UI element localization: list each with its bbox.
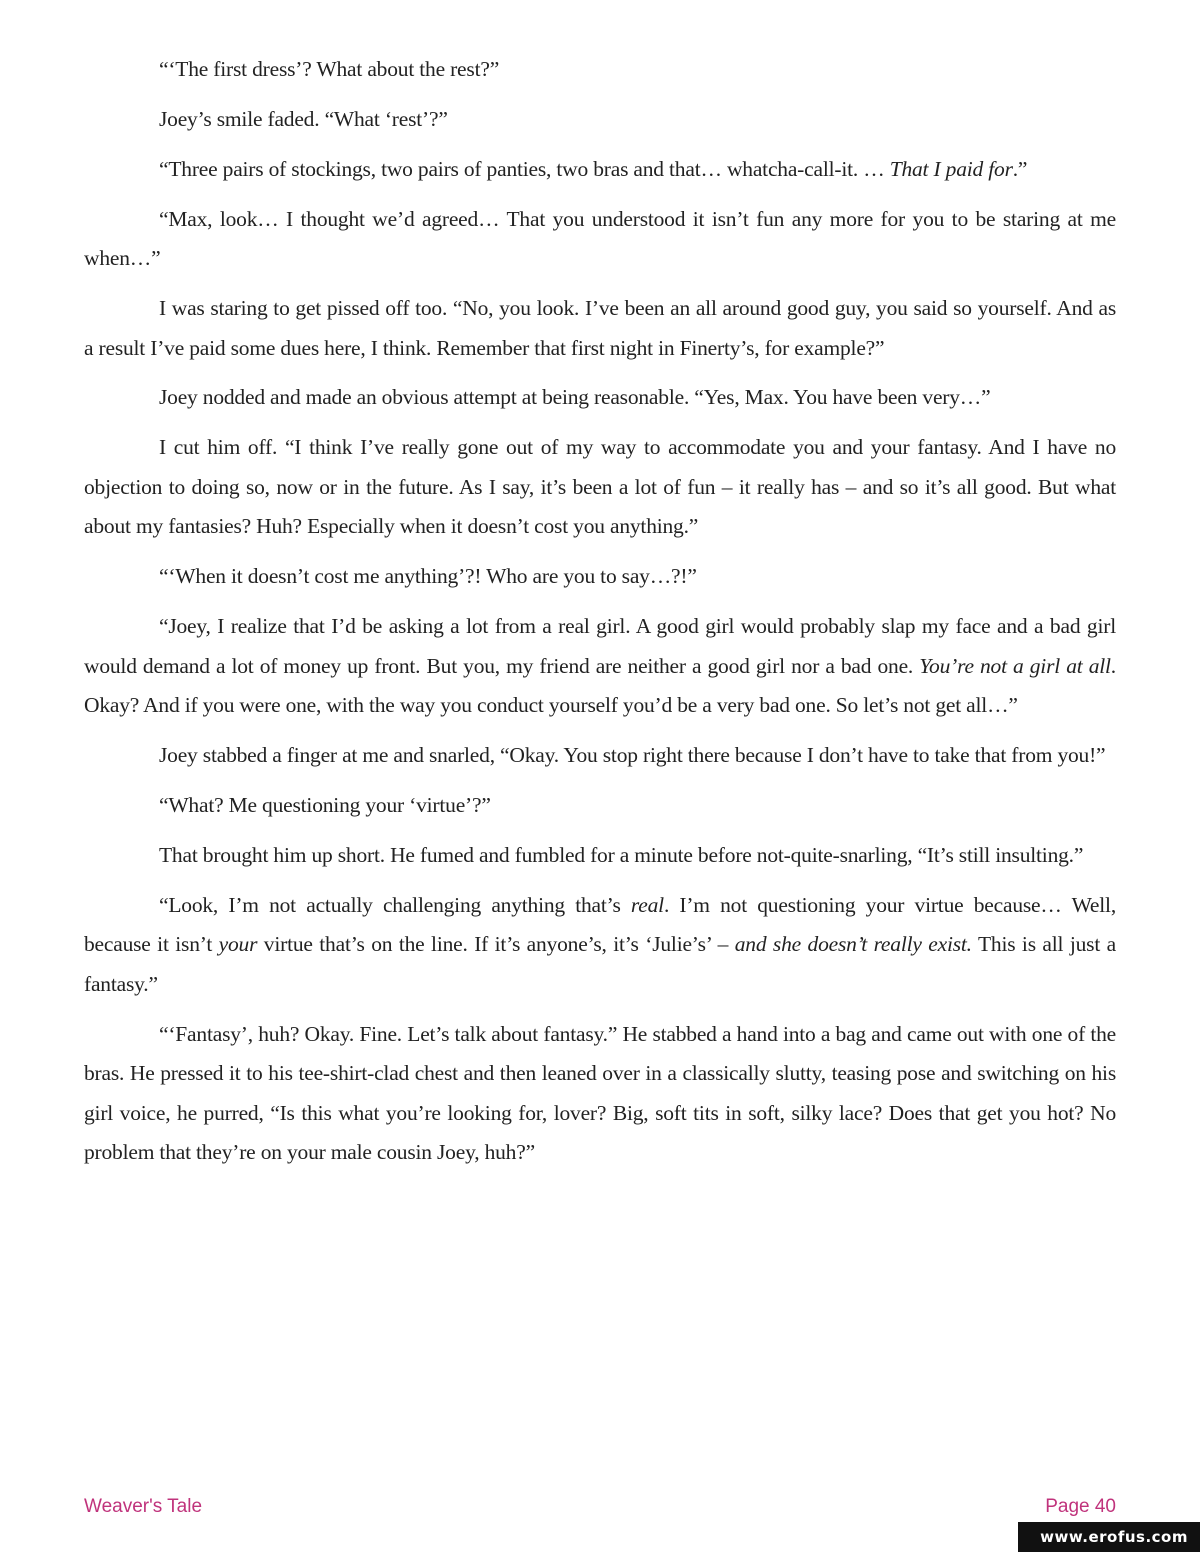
text-run: “‘The first dress’? What about the rest?”: [159, 57, 500, 81]
story-paragraph: [84, 200, 1116, 279]
story-paragraph: [84, 786, 1116, 826]
text-run: “Three pairs of stockings, two pairs of panties, two bras and that… whatcha-call-it. …: [159, 156, 890, 181]
story-paragraph: [84, 1015, 1116, 1173]
text-run: . I’m not questioning your virtue because… Well, because it isn’t: [84, 892, 1116, 957]
italic-text: and she doesn’t really exist.: [734, 932, 972, 957]
story-paragraph: [84, 836, 1116, 876]
text-run: “Max, look… I thought we’d agreed… That you understood it isn’t fun any more for you to be staring at me when…”: [84, 206, 1116, 271]
watermark-badge: www.erofus.com: [1018, 1522, 1200, 1552]
italic-text: real: [630, 892, 664, 917]
text-run: Joey nodded and made an obvious attempt at being reasonable. “Yes, Max. You have been very…”: [159, 385, 991, 410]
text-run: I was staring to get pissed off too. “No, you look. I’ve been an all around good guy, you said so yourself. And as a result I’ve paid some dues here, I think. Remember that first night in Finerty’s, for example?”: [84, 296, 1116, 360]
italic-text: You’re not a girl at all: [919, 653, 1111, 678]
story-paragraph: [84, 736, 1116, 776]
italic-text: That I paid for: [889, 156, 1013, 181]
text-run: This is all just a fantasy.”: [84, 932, 1116, 996]
story-paragraph: [84, 378, 1116, 418]
story-paragraph: [84, 100, 1116, 140]
text-run: .”: [1012, 156, 1028, 181]
story-paragraph: [84, 289, 1116, 368]
text-run: “Joey, I realize that I’d be asking a lot from a real girl. A good girl would probably slap my face and a bad girl would demand a lot of money up front. But you, my friend are neither a good girl nor a bad one.: [84, 614, 1116, 678]
story-paragraph: [84, 50, 1116, 90]
text-run: . Okay? And if you were one, with the way you conduct yourself you’d be a very bad one. So let’s not get all…”: [84, 653, 1116, 718]
story-paragraph: [84, 607, 1116, 726]
text-run: Joey’s smile faded. “What ‘rest’?”: [159, 106, 448, 131]
text-run: “‘When it doesn’t cost me anything’?! Who are you to say…?!”: [159, 564, 697, 589]
text-run: “Look, I’m not actually challenging anything that’s: [159, 892, 631, 917]
footer-book-title: Weaver's Tale: [84, 1496, 203, 1517]
text-run: virtue that’s on the line. If it’s anyone’s, it’s ‘Julie’s’ –: [257, 932, 735, 957]
story-paragraph: [84, 886, 1116, 1005]
story-paragraph: [84, 428, 1116, 547]
story-paragraph: [84, 150, 1116, 190]
text-run: Joey stabbed a finger at me and snarled, “Okay. You stop right there because I don’t have to take that from you!”: [159, 743, 1106, 768]
text-run: That brought him up short. He fumed and fumbled for a minute before not-quite-snarling, “It’s still insulting.”: [159, 842, 1084, 867]
text-run: “‘Fantasy’, huh? Okay. Fine. Let’s talk about fantasy.” He stabbed a hand into a bag and came out with one of the bras. He pressed it to his tee-shirt-clad chest and then leaned over in a classically slutty, teasing pose and switching on his girl voice, he purred, “Is this what you’re looking for, lover? Big, soft tits in soft, silky lace? Does that get you hot? No problem that they’re on your male cousin Joey, huh?”: [84, 1021, 1116, 1165]
text-run: I cut him off. “I think I’ve really gone out of my way to accommodate you and your fantasy. And I have no objection to doing so, now or in the future. As I say, it’s been a lot of fun – it really has – and so it’s all good. But what about my fantasies? Huh? Especially when it doesn’t cost you anything.”: [84, 435, 1116, 539]
footer-page-number: Page 40: [1045, 1496, 1116, 1517]
story-paragraph: [84, 557, 1116, 597]
page-body: [84, 50, 1116, 1183]
text-run: “What? Me questioning your ‘virtue’?”: [159, 792, 491, 817]
italic-text: your: [218, 932, 258, 957]
